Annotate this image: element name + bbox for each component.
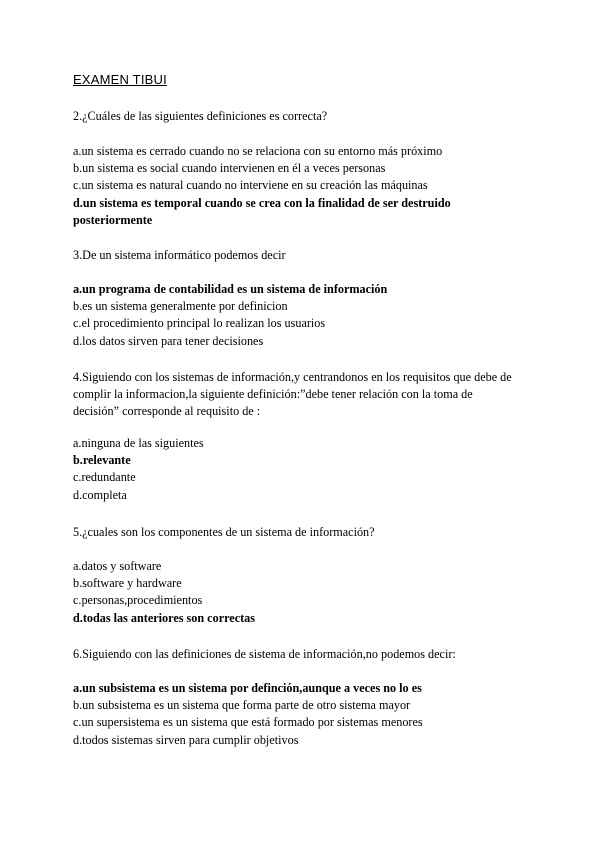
option-a: a.un sistema es cerrado cuando no se relaciona con su entorno más próximo	[73, 144, 443, 158]
question-5	[73, 524, 513, 541]
option-d: d.todos sistemas sirven para cumplir objetivos	[73, 732, 299, 747]
option-d: d.completa	[73, 487, 127, 502]
option-b: b.un sistema es social cuando intervienen en él a veces personas	[73, 161, 386, 176]
option-c: c.personas,procedimientos	[73, 593, 203, 608]
option-a-correct: a.un programa de contabilidad es un sistema de información	[73, 282, 388, 296]
option-c: c.redundante	[73, 470, 136, 485]
question-4	[73, 369, 513, 421]
page-title: EXAMEN TIBUI	[73, 72, 167, 87]
option-d: d.los datos sirven para tener decisiones	[73, 333, 264, 348]
question-text: 2.¿Cuáles de las siguientes definiciones es correcta?	[73, 109, 328, 123]
question-3	[73, 247, 513, 264]
question-text: 3.De un sistema informático podemos decir	[73, 248, 286, 262]
option-b: b.un subsistema es un sistema que forma parte de otro sistema mayor	[73, 698, 411, 713]
question-5-options	[73, 558, 513, 627]
option-b: b.es un sistema generalmente por definicion	[73, 299, 288, 314]
question-2	[73, 108, 513, 125]
option-c: c.un supersistema es un sistema que está formado por sistemas menores	[73, 715, 423, 730]
question-2-options	[73, 143, 513, 229]
option-a: a.datos y software	[73, 559, 162, 573]
option-b-correct: b.relevante	[73, 453, 131, 468]
question-text: 6.Siguiendo con las definiciones de sistema de información,no podemos decir:	[73, 647, 456, 661]
option-c: c.el procedimiento principal lo realizan los usuarios	[73, 316, 326, 331]
question-6	[73, 646, 513, 663]
option-c: c.un sistema es natural cuando no interviene en su creación las máquinas	[73, 178, 428, 193]
option-b: b.software y hardware	[73, 576, 182, 591]
option-a-correct: a.un subsistema es un sistema por definción,aunque a veces no lo es	[73, 681, 422, 695]
question-4-options	[73, 435, 513, 504]
question-text: 5.¿cuales son los componentes de un sistema de información?	[73, 525, 375, 539]
option-d-correct: d.todas las anteriores son correctas	[73, 610, 256, 625]
question-6-options	[73, 680, 513, 749]
option-d-correct: d.un sistema es temporal cuando se crea con la finalidad de ser destruido posteriormente	[73, 195, 451, 227]
option-a: a.ninguna de las siguientes	[73, 436, 204, 450]
question-3-options	[73, 281, 513, 350]
question-text: 4.Siguiendo con los sistemas de información,y centrandonos en los requisitos que debe de complir la informacion,la siguiente definición:”debe tener relación con la toma de decisión” corresponde al requisito de :	[73, 370, 512, 419]
